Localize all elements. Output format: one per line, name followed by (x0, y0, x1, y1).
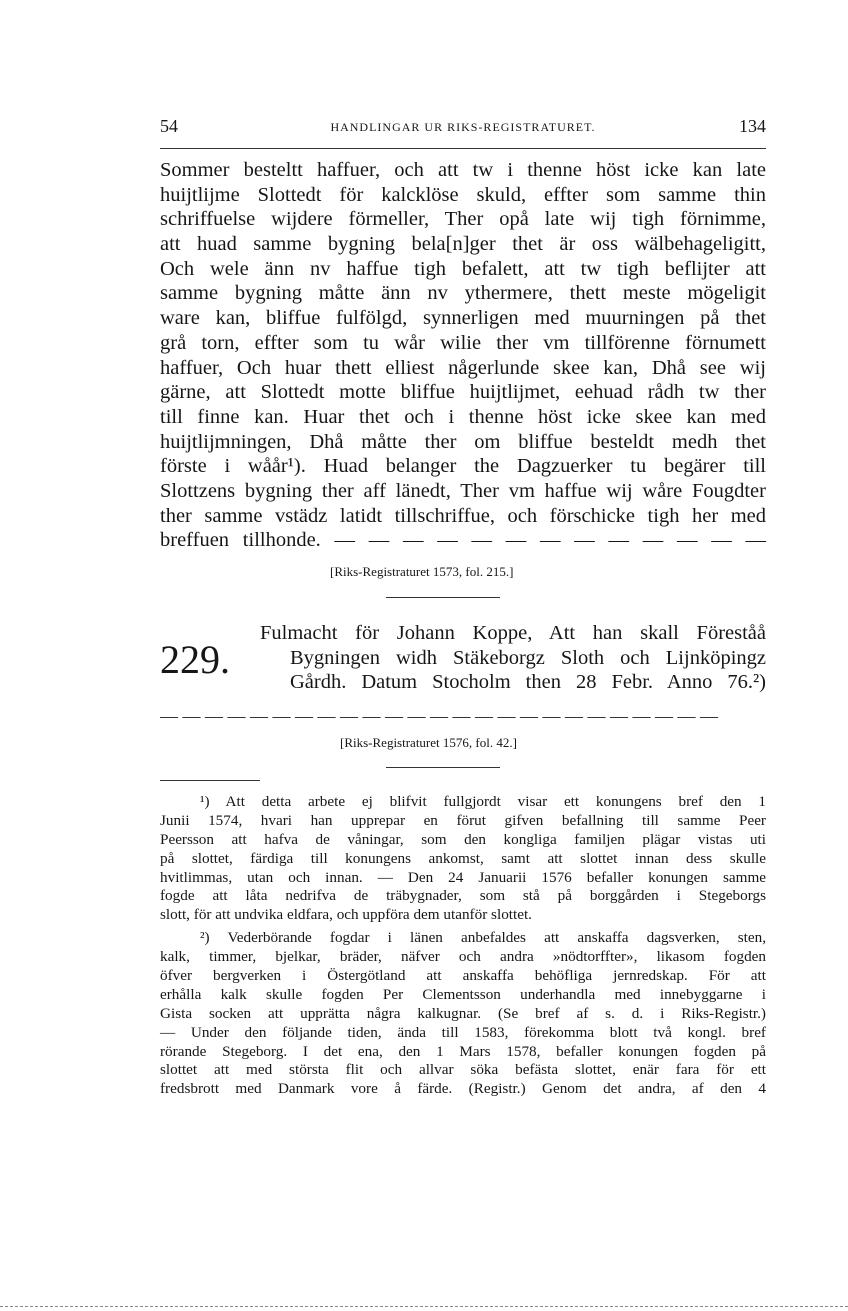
footnote-line: slott, för att undvika eldfara, och uppföra dem utanför slottet. (160, 906, 532, 924)
footnote-rule (160, 780, 260, 781)
body-line: gärne, att Slottedt motte bliffue huijtlijmet, eehuad rådh tw ther (160, 381, 766, 404)
footnote-line: öfver bergverken i Östergötland att anskaffa behöfliga jernredskap. För att (160, 967, 766, 985)
footnote-line: Gista socken att upprätta några kalkugnar. (Se bref af s. d. i Riks-Registr.) (160, 1004, 766, 1022)
body-line: schriffuelse wijdere förmeller, Ther opå late wij tigh förnimme, (160, 208, 766, 231)
footnote-line: kalk, timmer, bjelkar, bräder, näfver och andra »nödtorffter», likasom fogden (160, 948, 766, 966)
body-line: till finne kan. Huar thet och i thenne höst icke skee kan med (160, 405, 766, 428)
body-line: förste i wåår¹). Huad belanger the Dagzuerker tu begärer till (160, 455, 766, 478)
footnote-line: fogde att låta nedrifva de träbygnader, som stå på borggården i Stegeborgs (160, 887, 766, 905)
page-header (160, 116, 766, 140)
footnote-line: — Under den följande tiden, ända till 1583, förekomma blott två kongl. bref (160, 1023, 766, 1041)
page-number-right: 134 (739, 116, 766, 136)
body-line: breffuen tillhonde. — — — — — — — — — — — — — (160, 529, 766, 552)
header-rule (160, 148, 766, 149)
entry-line: Bygningen widh Stäkeborgz Sloth och Lijnköpingz (290, 646, 766, 669)
entry-number: 229. (160, 637, 230, 682)
entry-line: Fulmacht för Johann Koppe, Att han skall Föreståå (260, 622, 766, 644)
footnote-line: rörande Stegeborg. I det ena, den 1 Mars 1578, befaller konungen fogden på (160, 1042, 766, 1060)
running-title: HANDLINGAR UR RIKS-REGISTRATURET. (330, 120, 596, 134)
body-line: Och wele änn nv haffue tigh befalett, att tw tigh beflijter att (160, 257, 766, 280)
footnote-line: hvitlimmas, utan och innan. — Den 24 Januarii 1576 befaller konungen samme (160, 868, 766, 886)
footnote-line: ¹) Att detta arbete ej blifvit fullgjordt visar ett konungens bref den 1 (200, 793, 766, 810)
footnote-line: slottet att med största flit och allvar söka befästa slottet, enär fara för ett (160, 1061, 766, 1079)
section-separator (386, 597, 500, 598)
body-line: samme bygning måtte änn nv ythermere, thett meste mögeligit (160, 282, 766, 305)
section-separator (386, 767, 500, 768)
footnote-line: ²) Vederbörande fogdar i länen anbefaldes att anskaffa dagsverken, sten, (200, 929, 766, 947)
entry-heading (260, 621, 766, 695)
body-line: huijtlijmningen, Dhå måtte ther om bliffue besteldt medh thet (160, 430, 766, 453)
footnote-line: erhålla kalk skulle fogden Per Clementsson underhandla med innebyggarne i (160, 985, 766, 1003)
body-line: haffuer, Och huar thett elliest någerlunde skee kan, Dhå see wij (160, 356, 766, 379)
body-line: ware kan, bliffue fulfölgd, synnerligen med muurningen på thet (160, 307, 766, 330)
body-text (160, 158, 766, 553)
footnote-line: Junii 1574, hvari han upprepar en förut gifven befallning till samme Peer (160, 811, 766, 829)
body-line: Slottzens bygning ther aff länedt, Ther vm haffue wij wåre Fougdter (160, 479, 766, 502)
citation: [Riks-Registraturet 1573, fol. 215.] (330, 564, 514, 579)
body-line: Sommer besteltt haffuer, och att tw i thenne höst icke kan late (160, 159, 766, 181)
footnote-line: fredsbrott med Danmark vore å färde. (Registr.) Genom det andra, af den 4 (160, 1080, 766, 1098)
footnotes (160, 793, 766, 1099)
entry-line: Gårdh. Datum Stocholm then 28 Febr. Anno 76.²) (290, 671, 766, 694)
footnote-line: Peersson att hafva de våningar, som den kongliga familjen plägar vistas uti (160, 830, 766, 848)
body-line: grå torn, effter som tu wår wilie ther vm tillförenne förnumett (160, 331, 766, 354)
body-line: ther samme vstädz latidt tillschriffue, och förschicke tigh her med (160, 504, 766, 527)
citation: [Riks-Registraturet 1576, fol. 42.] (340, 735, 517, 750)
footnote-line: på slottet, färdiga till konungens ankomst, samt att slottet innan dess skulle (160, 849, 766, 867)
body-line: huijtlijme Slottedt för kalcklöse skuld, effter som samme thin (160, 183, 766, 206)
dash-line: — — — — — — — — — — — — — — — — — — — — — — — — — (160, 706, 718, 726)
body-line: att huad samme bygning bela[n]ger thet är oss wälbehageligitt, (160, 233, 766, 256)
scan-edge-line (0, 1306, 848, 1308)
page-number-left: 54 (160, 116, 178, 136)
